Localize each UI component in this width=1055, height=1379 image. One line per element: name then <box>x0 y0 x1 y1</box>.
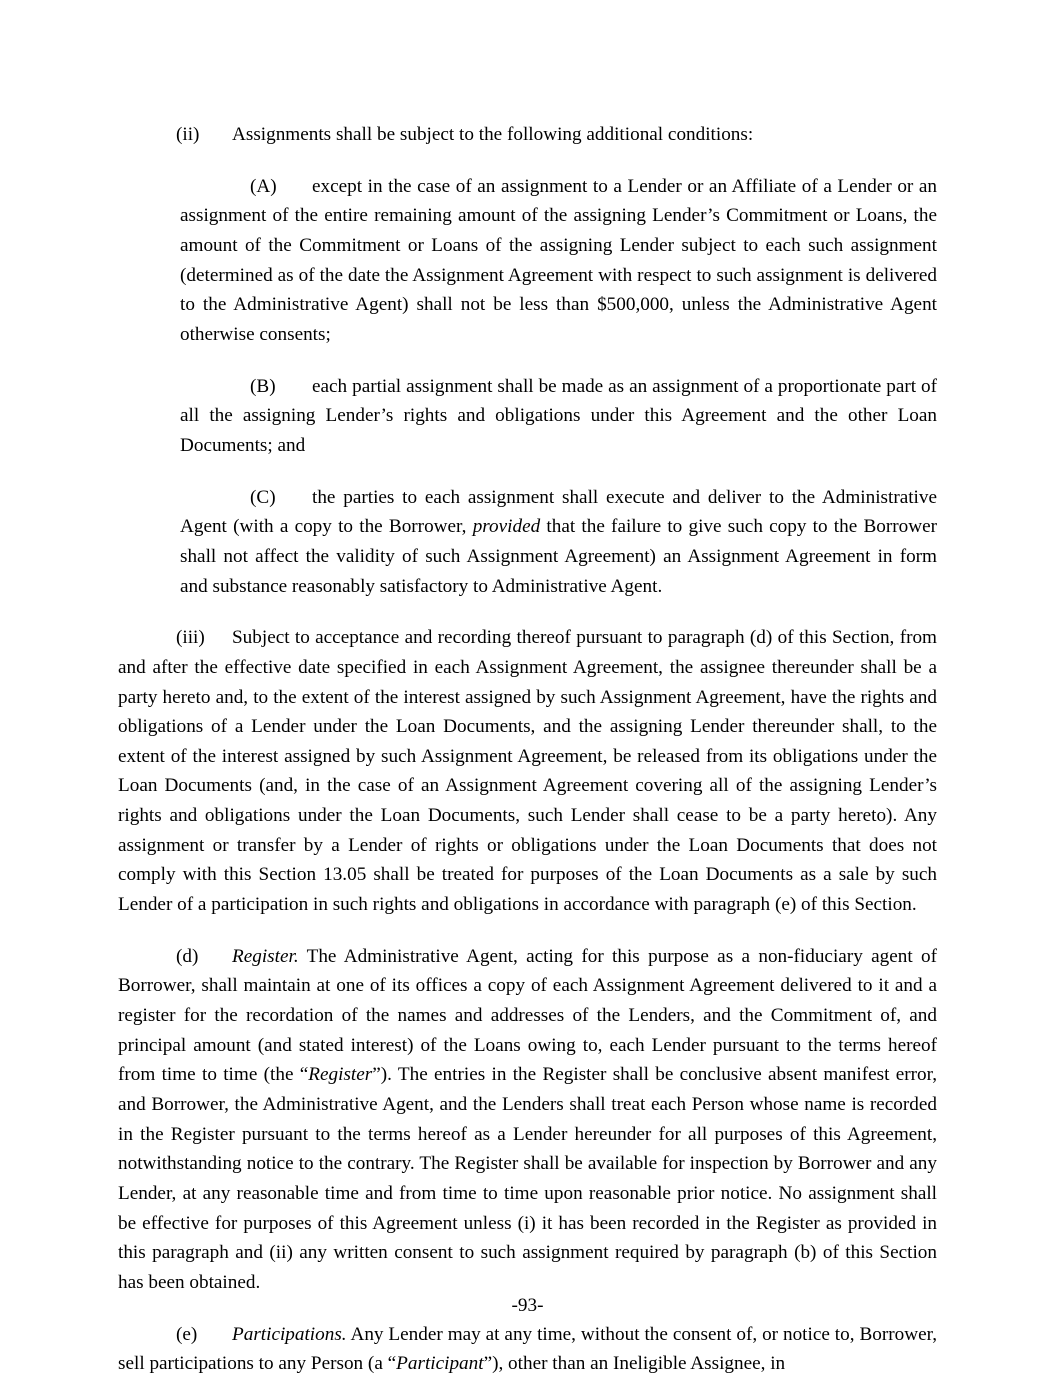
text-run: Participations. <box>232 1323 347 1345</box>
paragraph-marker-C: (C) <box>250 486 276 508</box>
text-run: except in the case of an assignment to a Lender or an Affiliate of a Lender or an assignment of the entire remaining amount of the assigning Lender’s Commitment or Loans, the amount of the Commitment or Loans of the assigning Lender subject to each such assignment (determined as of the date the Assignment Agreement with respect to such assignment is delivered to the Administrative Agent) shall not be less than $500,000, unless the Administrative Agent otherwise consents; <box>180 175 937 345</box>
text-run: Subject to acceptance and recording thereof pursuant to paragraph (d) of this Section, from and after the effective date specified in each Assignment Agreement, the assignee thereunder shall be a party hereto and, to the extent of the interest assigned by such Assignment Agreement, have the rights and obligations of a Lender under the Loan Documents, and the assigning Lender thereunder shall, to the extent of the interest assigned by such Assignment Agreement, be released from its obligations under the Loan Documents (and, in the case of an Assignment Agreement covering all of the assigning Lender’s rights and obligations under the Loan Documents, such Lender shall cease to be a party hereto). Any assignment or transfer by a Lender of rights or obligations under the Loan Documents that does not comply with this Section 13.05 shall be treated for purposes of the Loan Documents as a sale by such Lender of a participation in such rights and obligations in accordance with paragraph (e) of this Section. <box>118 627 937 916</box>
paragraph-iii <box>118 623 937 920</box>
paragraph-B <box>118 372 937 461</box>
paragraph-C <box>118 483 937 602</box>
text-run: ”). The entries in the Register shall be conclusive absent manifest error, and Borrower, the Administrative Agent, and the Lenders shall treat each Person whose name is recorded in the Register pursuant to the terms hereof as a Lender hereunder for all purposes of this Agreement, notwithstanding notice to the contrary. The Register shall be available for inspection by Borrower and any Lender, at any reasonable time and from time to time upon reasonable prior notice. No assignment shall be effective for purposes of this Agreement unless (i) it has been recorded in the Register as provided in this paragraph and (ii) any written consent to such assignment required by paragraph (b) of this Section has been obtained. <box>118 1064 938 1293</box>
page-number: -93- <box>511 1295 544 1316</box>
paragraph-marker-iii: (iii) <box>176 627 205 649</box>
text-run: ”), other than an Ineligible Assignee, in <box>483 1353 786 1375</box>
text-run: Participant <box>396 1353 484 1375</box>
document-body <box>118 120 937 1379</box>
text-run: provided <box>472 516 541 538</box>
text-run: each partial assignment shall be made as an assignment of a proportionate part of all the assigning Lender’s rights and obligations under this Agreement and the other Loan Documents; and <box>180 375 937 456</box>
paragraph-marker-e: (e) <box>176 1323 198 1345</box>
paragraph-marker-ii: (ii) <box>176 124 200 145</box>
text-run: Any Lender may at any time, without the consent of, or notice to, Borrower, sell participations to any Person (a “ <box>118 1323 937 1375</box>
paragraph-ii <box>118 120 937 150</box>
text-run: Assignments shall be subject to the following additional conditions: <box>232 124 754 145</box>
paragraph-marker-d: (d) <box>176 945 199 967</box>
text-run: The Administrative Agent, acting for this purpose as a non-fiduciary agent of Borrower, shall maintain at one of its offices a copy of each Assignment Agreement delivered to it and a register for the recordation of the names and addresses of the Lenders, and the Commitment of, and principal amount (and stated interest) of the Loans owing to, each Lender pursuant to the terms hereof from time to time (the “ <box>118 945 937 1086</box>
text-run: that the failure to give such copy to the Borrower shall not affect the validity of such Assignment Agreement) an Assignment Agreement in form and substance reasonably satisfactory to Administrative Agent. <box>180 516 937 597</box>
text-run: Register <box>308 1064 373 1086</box>
paragraph-A <box>118 172 937 350</box>
paragraph-marker-A: (A) <box>250 175 277 197</box>
text-run: the parties to each assignment shall execute and deliver to the Administrative Agent (with a copy to the Borrower, <box>180 486 937 538</box>
paragraph-marker-B: (B) <box>250 375 276 397</box>
paragraph-e <box>118 1320 937 1379</box>
text-run: Register. <box>232 945 299 967</box>
paragraph-d <box>118 942 937 1298</box>
